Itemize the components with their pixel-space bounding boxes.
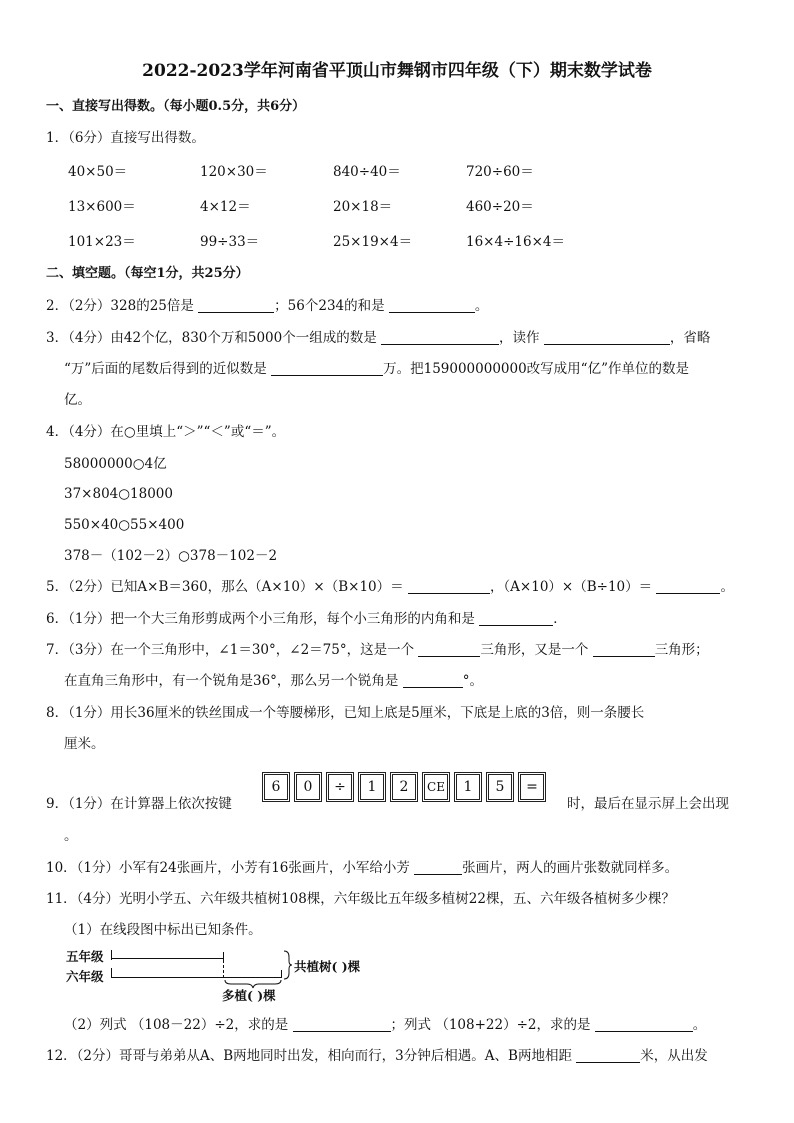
- answer-blank[interactable]: [593, 642, 655, 657]
- q3-line-1: 3．（4分）由42个亿，830个万和5000个一组成的数是 ，读作 ，省略: [46, 330, 711, 346]
- calc-key-ce[interactable]: CE: [424, 774, 448, 800]
- q3-line-2: “万”后面的尾数后得到的近似数是 万。把159000000000改写成用“亿”作单位的数是: [64, 361, 689, 377]
- q9-text-c: 。: [64, 828, 78, 844]
- total-brace-icon: [283, 950, 293, 980]
- answer-blank[interactable]: [389, 298, 475, 313]
- answer-blank[interactable]: [656, 579, 720, 594]
- key-frame: [294, 772, 322, 802]
- diagram-label-grade6: 六年级: [66, 969, 104, 984]
- q1-item: 840÷40＝: [333, 164, 401, 180]
- q10-line: 10．（1分）小军有24张画片，小芳有16张画片，小军给小芳 张画片，两人的画片张数就同样多。: [46, 860, 679, 876]
- segment-end-tick: [281, 970, 282, 978]
- grade6-segment: [111, 977, 281, 978]
- q4-item: 58000000○4亿: [64, 456, 167, 472]
- segment-end-tick: [223, 952, 224, 960]
- q4-item: 378－（102－2）○378－102－2: [64, 548, 278, 564]
- diagram-more-label: 多植( )棵: [222, 988, 276, 1003]
- calc-key-0[interactable]: 0: [296, 774, 320, 800]
- diagram-label-grade5: 五年级: [66, 949, 104, 964]
- answer-blank[interactable]: [293, 1017, 391, 1032]
- section-2-heading: 二、填空题。（每空1分，共25分）: [46, 266, 249, 281]
- answer-blank[interactable]: [381, 330, 499, 345]
- key-frame: [518, 772, 546, 802]
- q8-line-2: 厘米。: [64, 736, 105, 752]
- q7-line-1: 7．（3分）在一个三角形中，∠1＝30°，∠2＝75°，这是一个 三角形，又是一个 三角形；: [46, 642, 709, 658]
- q4-stem: 4．（4分）在○里填上“＞”“＜”或“＝”。: [46, 424, 286, 440]
- calc-key-divide[interactable]: ÷: [328, 774, 352, 800]
- q11-stem: 11．（4分）光明小学五、六年级共植树108棵，六年级比五年级多植树22棵，五、六年级各植树多少棵？: [46, 891, 675, 907]
- key-frame: [390, 772, 418, 802]
- key-frame: [326, 772, 354, 802]
- q4-item: 37×804○18000: [64, 486, 173, 502]
- calc-key-1[interactable]: 1: [456, 774, 480, 800]
- key-frame: [262, 772, 290, 802]
- answer-blank[interactable]: [271, 361, 383, 376]
- calc-key-5[interactable]: 5: [488, 774, 512, 800]
- q9-text-a: 9．（1分）在计算器上依次按键: [46, 796, 232, 812]
- q1-item: 16×4÷16×4＝: [466, 234, 565, 250]
- key-frame: [358, 772, 386, 802]
- q3-line-3: 亿。: [64, 392, 91, 408]
- q1-item: 40×50＝: [68, 164, 128, 180]
- diagram-total-label: 共植树( )棵: [294, 959, 361, 974]
- q2-line: 2．（2分）328的25倍是 ；56个234的和是 。: [46, 298, 489, 314]
- answer-blank[interactable]: [479, 611, 553, 626]
- key-frame: [454, 772, 482, 802]
- calc-key-1[interactable]: 1: [360, 774, 384, 800]
- calc-key-6[interactable]: 6: [264, 774, 288, 800]
- answer-blank[interactable]: [544, 330, 670, 345]
- answer-blank[interactable]: [403, 673, 463, 688]
- q12-line: 12．（2分）哥哥与弟弟从A、B两地同时出发，相向而行，3分钟后相遇。A、B两地相距 米，从出发: [46, 1048, 708, 1064]
- answer-blank[interactable]: [198, 298, 274, 313]
- dashed-divider: [223, 960, 224, 978]
- key-frame: [486, 772, 514, 802]
- q1-stem: 1．（6分）直接写出得数。: [46, 130, 205, 146]
- q1-item: 25×19×4＝: [333, 234, 413, 250]
- answer-blank[interactable]: [414, 860, 462, 875]
- q1-item: 4×12＝: [200, 199, 251, 215]
- q1-item: 99÷33＝: [200, 234, 260, 250]
- calculator-keys: [262, 772, 546, 802]
- q11-part-2: （2）列式 （108－22）÷2，求的是 ；列式 （108+22）÷2，求的是 。: [64, 1017, 707, 1033]
- q7-line-2: 在直角三角形中，有一个锐角是36°，那么另一个锐角是 °。: [64, 673, 483, 689]
- q8-line-1: 8．（1分）用长36厘米的铁丝围成一个等腰梯形，已知上底是5厘米，下底是上底的3倍，则一条腰长: [46, 705, 645, 721]
- q1-item: 720÷60＝: [466, 164, 534, 180]
- q6-line: 6．（1分）把一个大三角形剪成两个小三角形，每个小三角形的内角和是 ．: [46, 611, 567, 627]
- calc-key-equals[interactable]: =: [520, 774, 544, 800]
- page-title: 2022-2023学年河南省平顶山市舞钢市四年级（下）期末数学试卷: [142, 61, 652, 81]
- q5-line: 5．（2分）已知A×B＝360，那么（A×10）×（B×10）＝ ，（A×10）×（B÷10）＝ 。: [46, 579, 734, 595]
- answer-blank[interactable]: [595, 1017, 693, 1032]
- q4-item: 550×40○55×400: [64, 517, 185, 533]
- q1-item: 101×23＝: [68, 234, 136, 250]
- answer-blank[interactable]: [408, 579, 490, 594]
- q1-item: 20×18＝: [333, 199, 393, 215]
- calc-key-2[interactable]: 2: [392, 774, 416, 800]
- q11-part-1: （1）在线段图中标出已知条件。: [64, 922, 262, 938]
- q9-text-b: 时，最后在显示屏上会出现: [567, 796, 729, 812]
- section-1-heading: 一、直接写出得数。（每小题0.5分，共6分）: [46, 99, 306, 114]
- q1-item: 13×600＝: [68, 199, 136, 215]
- q1-item: 460÷20＝: [466, 199, 534, 215]
- key-frame: [422, 772, 450, 802]
- q1-item: 120×30＝: [200, 164, 268, 180]
- grade5-segment: [111, 958, 223, 959]
- answer-blank[interactable]: [576, 1048, 640, 1063]
- answer-blank[interactable]: [418, 642, 480, 657]
